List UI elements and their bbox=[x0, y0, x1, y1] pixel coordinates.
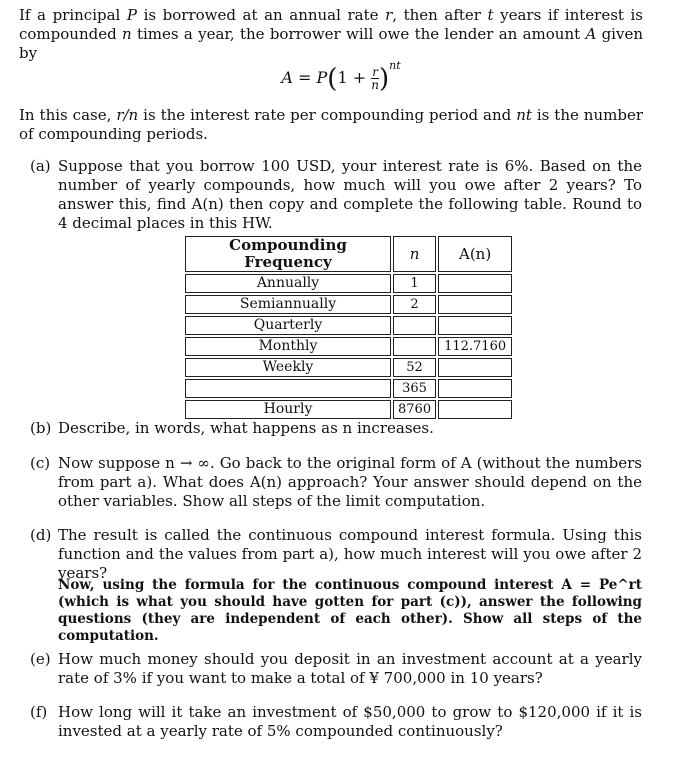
cell-n: 8760 bbox=[393, 400, 436, 419]
part-f-label: (f) bbox=[30, 703, 48, 721]
cell-n: 365 bbox=[393, 379, 436, 398]
cell-a bbox=[438, 274, 512, 293]
instruction-note bbox=[30, 577, 642, 645]
cell-n: 52 bbox=[393, 358, 436, 377]
cell-n: 2 bbox=[393, 295, 436, 314]
cell-a bbox=[438, 379, 512, 398]
table-header-row bbox=[185, 236, 512, 272]
part-b bbox=[30, 419, 642, 438]
intro-paragraph: If a principal P is borrowed at an annual rate r, then after t years if interest is compounded n times a year, the borrower will owe the lender an amount A given by bbox=[19, 6, 643, 62]
part-f-text: How long will it take an investment of $50,000 to grow to $120,000 if it is invested at a yearly rate of 5% compounded continuously? bbox=[58, 703, 642, 740]
cell-frequency: Hourly bbox=[185, 400, 391, 419]
table-row bbox=[185, 379, 512, 398]
cell-frequency: Semiannually bbox=[185, 295, 391, 314]
cell-a: 112.7160 bbox=[438, 337, 512, 356]
part-e-text: How much money should you deposit in an investment account at a yearly rate of 3% if you want to make a total of ¥ 700,000 in 10 years? bbox=[58, 650, 642, 687]
part-e bbox=[30, 650, 642, 688]
part-c-label: (c) bbox=[30, 454, 51, 472]
cell-frequency: Quarterly bbox=[185, 316, 391, 335]
part-e-label: (e) bbox=[30, 650, 51, 668]
cell-n bbox=[393, 316, 436, 335]
part-c-text: Now suppose n → ∞. Go back to the original form of A (without the numbers from part a). What does A(n) approach? Your answer should depend on the other variables. Show all steps of the limit computation. bbox=[58, 454, 642, 510]
note-text: Now, using the formula for the continuous compound interest A = Pe^rt (which is what you should have gotten for part (c)), answer the following questions (they are independent of each other). Show all steps of the computation. bbox=[58, 577, 642, 644]
header-n: n bbox=[393, 236, 436, 272]
cell-a bbox=[438, 295, 512, 314]
cell-n bbox=[393, 337, 436, 356]
header-a-of-n: A(n) bbox=[438, 236, 512, 272]
part-a-label: (a) bbox=[30, 157, 51, 175]
cell-frequency: Annually bbox=[185, 274, 391, 293]
part-a bbox=[30, 157, 642, 233]
cell-a bbox=[438, 316, 512, 335]
part-b-text: Describe, in words, what happens as n increases. bbox=[58, 419, 434, 437]
part-a-text: Suppose that you borrow 100 USD, your interest rate is 6%. Based on the number of yearly compounds, how much will you owe after 2 years? To answer this, find A(n) then copy and complete the following table. Round to 4 decimal places in this HW. bbox=[58, 157, 642, 232]
cell-frequency: Weekly bbox=[185, 358, 391, 377]
cell-frequency: Monthly bbox=[185, 337, 391, 356]
part-d-label: (d) bbox=[30, 526, 52, 544]
table-row bbox=[185, 358, 512, 377]
cell-a bbox=[438, 400, 512, 419]
part-c bbox=[30, 454, 642, 511]
cell-frequency bbox=[185, 379, 391, 398]
compounding-table bbox=[183, 234, 514, 421]
cell-n: 1 bbox=[393, 274, 436, 293]
cell-a bbox=[438, 358, 512, 377]
table-row bbox=[185, 337, 512, 356]
part-d bbox=[30, 526, 642, 583]
table-row bbox=[185, 316, 512, 335]
part-d-text: The result is called the continuous compound interest formula. Using this function and the values from part a), how much interest will you owe after 2 years? bbox=[58, 526, 642, 582]
explanation-paragraph: In this case, r/n is the interest rate per compounding period and nt is the number of compounding periods. bbox=[19, 106, 643, 143]
part-f bbox=[30, 703, 642, 741]
header-frequency: Compounding Frequency bbox=[185, 236, 391, 272]
table-row bbox=[185, 295, 512, 314]
table-row bbox=[185, 400, 512, 419]
compound-interest-formula: A = P(1 + $\frac{r}{n}$ )$^{nt}$ bbox=[281, 59, 401, 94]
part-b-label: (b) bbox=[30, 419, 52, 437]
table-row bbox=[185, 274, 512, 293]
